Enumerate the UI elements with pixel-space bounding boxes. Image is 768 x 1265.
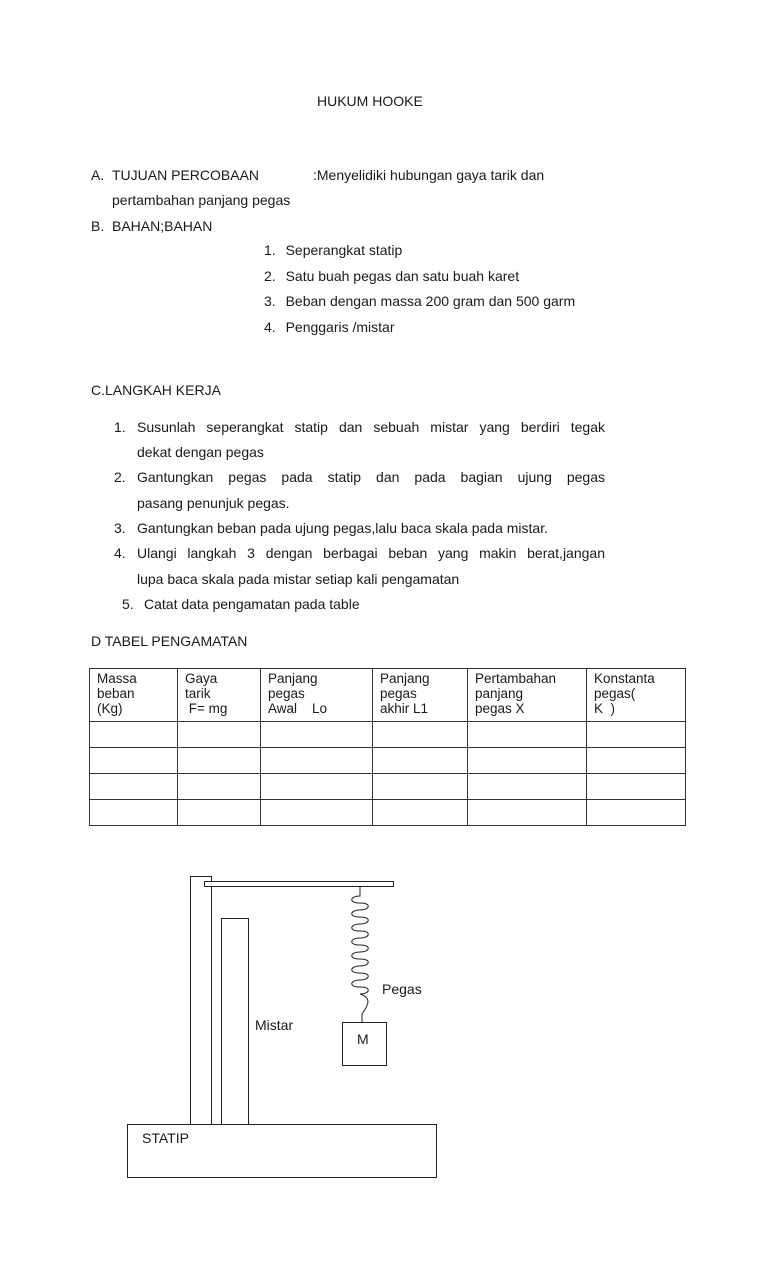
step-number: 5. bbox=[122, 596, 134, 612]
section-a-text-1: :Menyelidiki hubungan gaya tarik dan bbox=[313, 167, 545, 183]
table-row bbox=[90, 722, 686, 748]
table-row bbox=[90, 800, 686, 826]
material-number: 4. bbox=[264, 319, 276, 335]
material-text: Seperangkat statip bbox=[285, 242, 403, 258]
material-text: Penggaris /mistar bbox=[285, 319, 395, 335]
table-cell[interactable] bbox=[468, 722, 587, 748]
table-cell[interactable] bbox=[178, 748, 261, 774]
section-a-label: A. bbox=[91, 167, 105, 183]
header-line: pegas bbox=[268, 686, 305, 701]
header-line: Pertambahan bbox=[475, 671, 557, 686]
header-line: (Kg) bbox=[97, 701, 123, 716]
header-cell-panjang-awal bbox=[261, 669, 373, 722]
table-cell[interactable] bbox=[373, 774, 468, 800]
table-cell[interactable] bbox=[373, 800, 468, 826]
table-header-row bbox=[90, 669, 686, 722]
table-cell[interactable] bbox=[90, 748, 178, 774]
table-cell[interactable] bbox=[468, 800, 587, 826]
table-cell[interactable] bbox=[261, 774, 373, 800]
header-line: tarik bbox=[185, 686, 211, 701]
step-number: 1. bbox=[114, 419, 126, 435]
material-text: Satu buah pegas dan satu buah karet bbox=[285, 268, 520, 284]
header-cell-panjang-akhir bbox=[373, 669, 468, 722]
header-line: akhir L1 bbox=[380, 701, 429, 716]
header-line: Massa bbox=[97, 671, 137, 686]
header-line: Konstanta bbox=[594, 671, 655, 686]
table-cell[interactable] bbox=[587, 800, 686, 826]
header-line: panjang bbox=[475, 686, 524, 701]
step-number: 2. bbox=[114, 469, 126, 485]
material-item bbox=[264, 292, 575, 310]
step-text: Gantungkan beban pada ujung pegas,lalu baca skala pada mistar. bbox=[137, 520, 548, 536]
header-line: pegas( bbox=[594, 686, 636, 701]
table-cell[interactable] bbox=[468, 774, 587, 800]
spring-icon bbox=[340, 886, 380, 1026]
header-cell-massa bbox=[90, 669, 178, 722]
material-text: Beban dengan massa 200 gram dan 500 garm bbox=[285, 293, 576, 309]
header-line: Panjang bbox=[268, 671, 318, 686]
material-item bbox=[264, 267, 519, 285]
header-cell-pertambahan bbox=[468, 669, 587, 722]
section-d-heading: D TABEL PENGAMATAN bbox=[91, 633, 248, 649]
mistar-label: Mistar bbox=[255, 1017, 294, 1033]
step-text: Catat data pengamatan pada table bbox=[144, 596, 360, 612]
material-item bbox=[264, 318, 395, 336]
section-a-text-2: pertambahan panjang pegas bbox=[112, 192, 291, 208]
header-line: F= mg bbox=[185, 701, 228, 716]
mistar-ruler bbox=[221, 918, 249, 1128]
table-cell[interactable] bbox=[90, 774, 178, 800]
header-line: pegas bbox=[380, 686, 417, 701]
table-cell[interactable] bbox=[587, 748, 686, 774]
step-number: 4. bbox=[114, 545, 126, 561]
statip-pole bbox=[190, 876, 212, 1128]
step-text: Ulangi langkah 3 dengan berbagai beban yang makin berat,jangan bbox=[137, 545, 605, 561]
table-cell[interactable] bbox=[587, 722, 686, 748]
header-cell-gaya bbox=[178, 669, 261, 722]
step-text: Susunlah seperangkat statip dan sebuah mistar yang berdiri tegak bbox=[137, 419, 605, 435]
table-cell[interactable] bbox=[261, 748, 373, 774]
material-item bbox=[264, 241, 402, 259]
pegas-label: Pegas bbox=[382, 981, 422, 997]
header-line: pegas X bbox=[475, 701, 525, 716]
observation-table bbox=[89, 668, 686, 826]
table-cell[interactable] bbox=[261, 800, 373, 826]
material-number: 2. bbox=[264, 268, 276, 284]
table-cell[interactable] bbox=[587, 774, 686, 800]
material-number: 3. bbox=[264, 293, 276, 309]
table-cell[interactable] bbox=[373, 722, 468, 748]
mass-label: M bbox=[357, 1031, 369, 1047]
table-cell[interactable] bbox=[261, 722, 373, 748]
section-b-label: B. bbox=[91, 218, 105, 234]
table-row bbox=[90, 774, 686, 800]
header-line: Gaya bbox=[185, 671, 218, 686]
step-text: Gantungkan pegas pada statip dan pada bagian ujung pegas bbox=[137, 469, 605, 485]
table-cell[interactable] bbox=[90, 722, 178, 748]
section-c-heading: C.LANGKAH KERJA bbox=[91, 382, 221, 398]
header-line: Panjang bbox=[380, 671, 430, 686]
header-cell-konstanta bbox=[587, 669, 686, 722]
material-number: 1. bbox=[264, 242, 276, 258]
step-text-cont: lupa baca skala pada mistar setiap kali pengamatan bbox=[137, 571, 460, 587]
table-cell[interactable] bbox=[373, 748, 468, 774]
table-cell[interactable] bbox=[178, 722, 261, 748]
table-row bbox=[90, 748, 686, 774]
table-cell[interactable] bbox=[90, 800, 178, 826]
header-line: Awal Lo bbox=[268, 701, 328, 716]
statip-label: STATIP bbox=[142, 1130, 189, 1146]
section-a-heading: TUJUAN PERCOBAAN bbox=[112, 167, 260, 183]
section-b-heading: BAHAN;BAHAN bbox=[112, 218, 213, 234]
step-text-cont: pasang penunjuk pegas. bbox=[137, 495, 290, 511]
step-number: 3. bbox=[114, 520, 126, 536]
step-text-cont: dekat dengan pegas bbox=[137, 444, 264, 460]
table-cell[interactable] bbox=[178, 774, 261, 800]
header-line: K ) bbox=[594, 701, 616, 716]
page-title: HUKUM HOOKE bbox=[317, 93, 423, 109]
table-cell[interactable] bbox=[468, 748, 587, 774]
table-cell[interactable] bbox=[178, 800, 261, 826]
header-line: beban bbox=[97, 686, 135, 701]
